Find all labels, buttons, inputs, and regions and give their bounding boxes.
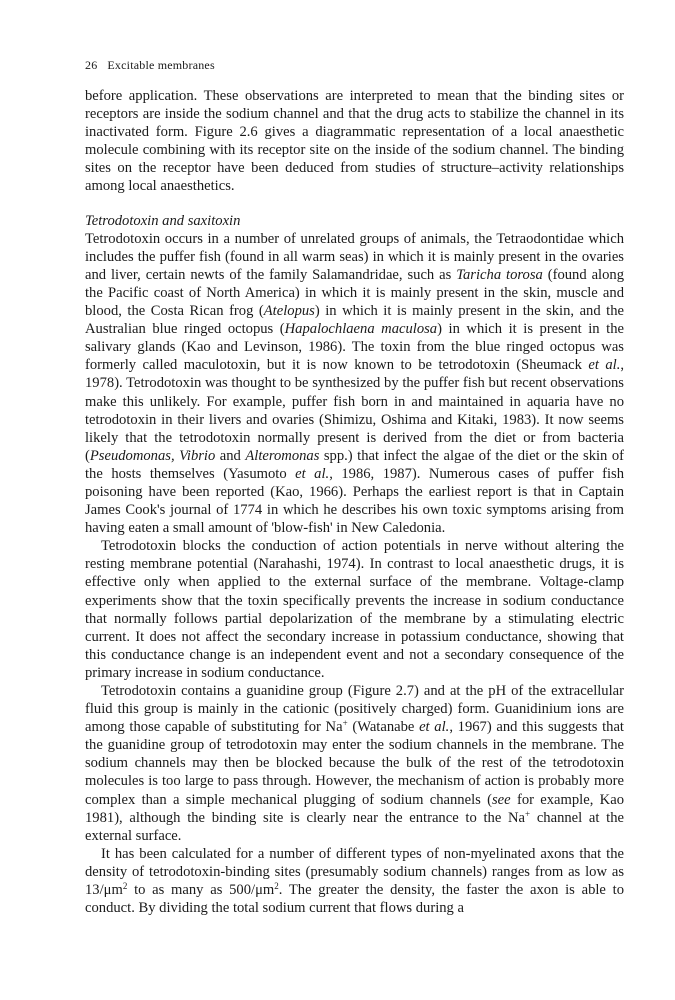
- running-head: [85, 58, 215, 73]
- chapter-title: Excitable membranes: [107, 58, 215, 72]
- body-text: [85, 87, 624, 917]
- page-number: 26: [85, 58, 98, 72]
- paragraph-1: before application. These observations are interpreted to mean that the binding sites or receptors are inside the sodium channel and that the drug acts to stabilize the channel in its inactivated form. Figure 2.6 gives a diagrammatic representation of a local anaesthetic molecule combining with its receptor site on the inside of the sodium channel. The binding sites on the receptor have been deduced from studies of structure–activity relationships among local anaesthetics.: [85, 88, 624, 195]
- paragraph-3: Tetrodotoxin blocks the conduction of action potentials in nerve without altering the resting membrane potential (Narahashi, 1974). In contrast to local anaesthetic drugs, it is effective only when applied to the external surface of the membrane. Voltage-clamp experiments show that the toxin specifically prevents the increase in sodium conductance that normally follows partial depolarization of the membrane by a stimulating electric current. It does not affect the secondary increase in potassium conductance, showing that this conductance change is an independent event and not a secondary consequence of the primary increase in sodium conductance.: [85, 538, 624, 681]
- paragraph-5: It has been calculated for a number of different types of non-myelinated axons that the density of tetrodotoxin-binding sites (presumably sodium channels) ranges from as low as $13/\mu m^2$ to as many as $500/\mu m^2$. The greater the density, the faster the axon is able to conduct. By dividing the total sodium current that flows during a: [85, 845, 624, 917]
- paragraph-2: Tetrodotoxin occurs in a number of unrelated groups of animals, the Tetraodontidae which includes the puffer fish (found in all warm seas) in which it is mainly present in the ovaries and liver, certain newts of the family Salamandridae, such as Taricha torosa (found along the Pacific coast of North America) in which it is mainly present in the skin, muscle and blood, the Costa Rican frog (Atelopus) in which it is mainly present in the skin, and the Australian blue ringed octopus (Hapalochlaena maculosa) in which it is present in the salivary glands (Kao and Levinson, 1986). The toxin from the blue ringed octopus was formerly called maculotoxin, but it is now known to be tetrodotoxin (Sheumack et al., 1978). Tetrodotoxin was thought to be synthesized by the puffer fish but recent observations make this unlikely. For example, puffer fish born in and maintained in aquaria have no tetrodotoxin in their livers and ovaries (Shimizu, Oshima and Kitaki, 1983). It now seems likely that the tetrodotoxin normally present is derived from the diet or from bacteria (Pseudomonas, Vibrio and Alteromonas spp.) that infect the algae of the diet or the skin of the hosts themselves (Yasumoto et al., 1986, 1987). Numerous cases of puffer fish poisoning have been reported (Kao, 1966). Perhaps the earliest report is that in Captain James Cook's journal of 1774 in which he describes his own toxic symptoms arising from having eaten a small amount of 'blow-fish' in New Caledonia.: [85, 230, 624, 537]
- paragraph-4: Tetrodotoxin contains a guanidine group (Figure 2.7) and at the pH of the extracellular fluid this group is mainly in the cationic (positively charged) form. Guanidinium ions are among those capable of substituting for Na+ (Watanabe et al., 1967) and this suggests that the guanidine group of tetrodotoxin may enter the sodium channels in the membrane. The sodium channels may then be blocked because the bulk of the rest of the tetrodotoxin molecules is too large to pass through. However, the mechanism of action is probably more complex than a simple mechanical plugging of sodium channels (see for example, Kao 1981), although the binding site is clearly near the entrance to the Na+ channel at the external surface.: [85, 683, 624, 844]
- section-heading: Tetrodotoxin and saxitoxin: [85, 212, 241, 229]
